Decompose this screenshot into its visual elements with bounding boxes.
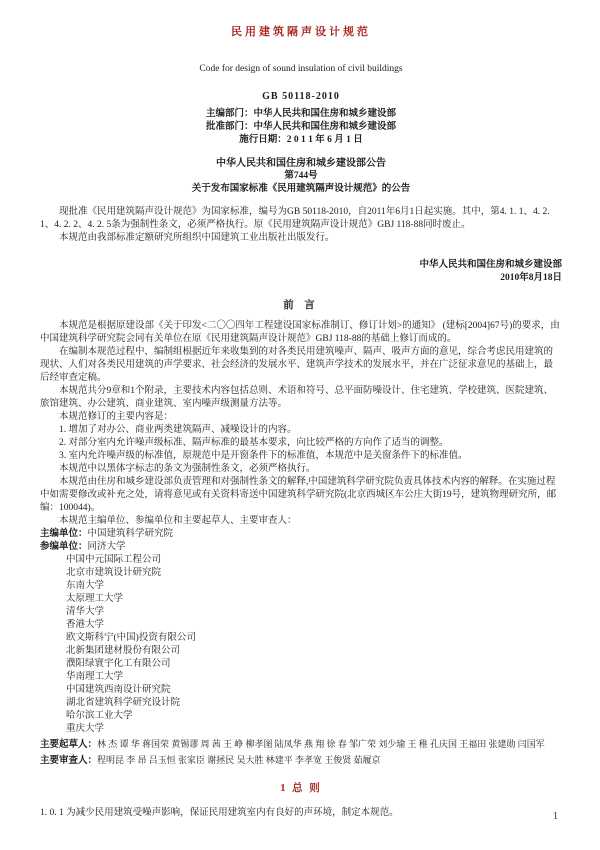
reviewers-label: 主要审查人： xyxy=(40,756,98,766)
co-editor-first-value: 同济大学 xyxy=(87,542,126,552)
institution-item: 哈尔滨工业大学 xyxy=(66,711,133,721)
institution-item: 清华大学 xyxy=(66,607,105,617)
institution-item: 香港大学 xyxy=(66,620,105,630)
foreword-paragraph: 本规范由住房和城乡建设部负责管理和对强制性条文的解释,中国建筑科学研究院负责具体技术内容的解释。在实施过程中如需要修改或补充之处，请将意见或有关资料寄送中国建筑科学研究院(北京西城区车公庄大街19号，建筑物理研究所，邮编：100044)。 xyxy=(40,477,557,513)
announcement-paragraph: 现批准《民用建筑隔声设计规范》为国家标准，编号为GB 50118-2010，自2011年6月1日起实施。其中，第4. 1. 1、4. 2. 1、4. 2. 2、4. 2. 5条为强制性条文，必须严格执行。原《民用建筑隔声设计规范》GBJ 118-88同时废止。 xyxy=(40,207,550,230)
institution-item: 中国中元国际工程公司 xyxy=(66,555,162,565)
drafters-label: 主要起草人： xyxy=(40,740,98,750)
doc-title-cn: 民用建筑隔声设计规范 xyxy=(231,26,371,38)
institution-item: 中国建筑西南设计研究院 xyxy=(66,685,171,695)
announcement-number: 第744号 xyxy=(284,171,318,181)
foreword-list-item: 1. 增加了对办公、商业两类建筑隔声、减噪设计的内容。 xyxy=(59,425,297,435)
announcement-subject: 关于发布国家标准《民用建筑隔声设计规范》的公告 xyxy=(191,184,411,194)
foreword-list-item: 2. 对部分室内允许噪声级标准、隔声标准的最基本要求，向比较严格的方向作了适当的调整。 xyxy=(59,438,449,448)
announcement-paragraph: 本规范由我部标准定额研究所组织中国建筑工业出版社出版发行。 xyxy=(59,233,335,243)
signature-block xyxy=(40,259,562,285)
doc-title-en: Code for design of sound insulation of civil buildings xyxy=(199,64,403,74)
reviewers-names: 程明昆 李 昂 吕玉恒 张家臣 谢拯民 吴大胜 林建平 李孝宽 王俊贤 茹履京 xyxy=(97,755,381,765)
foreword-paragraph: 本规范是根据原建设部《关于印发<二〇〇四年工程建设国家标准制订、修订计划>的通知》 (建标[2004]67号)的要求，由中国建筑科学研究院会同有关单位在原《民用建筑隔声设计规范》GBJ 118-88的基础上修订而成的。 xyxy=(40,321,560,344)
foreword-list-item: 3. 室内允许噪声级的标准值，原规范中是开窗条件下的标准值，本规范中是关窗条件下的标准值。 xyxy=(59,451,468,461)
foreword-paragraph: 本规范主编单位、参编单位和主要起草人、主要审查人： xyxy=(59,516,297,526)
announcement-body xyxy=(40,206,562,245)
foreword-paragraph: 在编制本规范过程中，编制组根据近年来收集到的对各类民用建筑噪声、隔声、吸声方面的意见，综合考虑民用建筑的现状、人们对各类民用建筑的声学要求、社会经济的发展水平、建筑声学技术的发展水平，并在广泛征求意见的基础上，最后经审查定稿。 xyxy=(40,347,554,383)
foreword-paragraph: 本规范共分9章和1个附录，主要技术内容包括总则、术语和符号、总平面防噪设计、住宅建筑、学校建筑、医院建筑、旅馆建筑、办公建筑、商业建筑、室内噪声级测量方法等。 xyxy=(40,386,554,409)
drafters-row xyxy=(40,738,562,752)
foreword-paragraph: 本规范修订的主要内容是： xyxy=(59,412,174,422)
foreword-heading: 前 言 xyxy=(283,300,319,311)
reviewers-row xyxy=(40,754,562,768)
page-number: 1 xyxy=(553,811,558,822)
institution-item: 濮阳绿寰宇化工有限公司 xyxy=(66,659,171,669)
clause-1-0-1: 1. 0. 1 为减少民用建筑受噪声影响，保证民用建筑室内有良好的声环境，制定本规范。 xyxy=(40,808,399,818)
co-editor-institution-list xyxy=(40,554,562,736)
announcement-title: 中华人民共和国住房和城乡建设部公告 xyxy=(216,158,386,169)
chief-editor-row xyxy=(40,528,562,541)
signature-org: 中华人民共和国住房和城乡建设部 xyxy=(419,260,562,270)
standard-number: GB 50118-2010 xyxy=(262,91,340,102)
department-block xyxy=(40,108,562,147)
effective-date-line: 施行日期：2 0 1 1 年 6 月 1 日 xyxy=(239,135,363,145)
foreword-body xyxy=(40,320,562,528)
institution-item: 北新集团建材股份有限公司 xyxy=(66,646,181,656)
co-editor-label: 参编单位： xyxy=(40,542,88,552)
institution-item: 欧文斯科宁(中国)投资有限公司 xyxy=(66,633,196,643)
section-1-heading: 1 总 则 xyxy=(280,783,322,794)
approval-dept-line: 批准部门：中华人民共和国住房和城乡建设部 xyxy=(205,122,396,132)
institution-item: 北京市建筑设计研究院 xyxy=(66,568,162,578)
institution-item: 重庆大学 xyxy=(66,724,105,734)
co-editor-row xyxy=(40,541,562,554)
chief-editor-value: 中国建筑科学研究院 xyxy=(87,529,174,539)
signature-date: 2010年8月18日 xyxy=(500,273,562,283)
institution-item: 东南大学 xyxy=(66,581,105,591)
foreword-paragraph: 本规范中以黑体字标志的条文为强制性条文，必须严格执行。 xyxy=(59,464,316,474)
institution-item: 湖北省建筑科学研究设计院 xyxy=(66,698,181,708)
drafters-names: 林 杰 谭 华 蒋国荣 黄锡谬 周 茜 王 峥 柳孝图 陆凤华 燕 翔 徐 春 邹广荣 刘少瑜 王 稚 孔庆国 王福田 张建勋 闫国军 xyxy=(97,739,545,749)
institution-item: 太原理工大学 xyxy=(66,594,124,604)
chief-editor-label: 主编单位： xyxy=(40,529,88,539)
chief-edit-dept-line: 主编部门：中华人民共和国住房和城乡建设部 xyxy=(205,109,396,119)
institution-item: 华南理工大学 xyxy=(66,672,124,682)
